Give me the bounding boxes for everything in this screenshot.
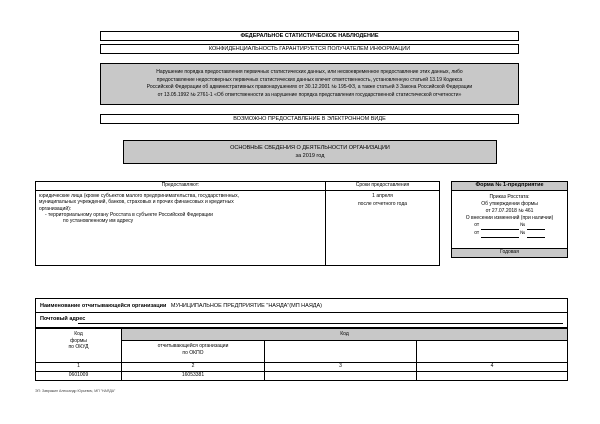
form-info-box <box>451 181 568 258</box>
okud-label-1: Код <box>74 331 83 337</box>
change-row-2 <box>452 230 567 238</box>
electronic-submission-notice: ВОЗМОЖНО ПРЕДОСТАВЛЕНИЕ В ЭЛЕКТРОННОМ ВИДЕ <box>100 114 519 124</box>
submitters-line-2: муниципальных учреждений, банков, страховых и прочих финансовых и кредитных <box>39 199 234 206</box>
column-number: 1 <box>36 363 122 372</box>
okud-code-value: 0601009 <box>36 372 122 381</box>
warning-line-2: предоставление недостоверных первичных статистических данных влечет ответственность, установленную статьей 13.19 Кодекса <box>156 76 463 83</box>
code-header: Код <box>122 329 568 341</box>
postal-address-line <box>78 323 563 324</box>
okpo-header <box>122 341 265 363</box>
warning-line-1: Нарушение порядка предоставления первичных статистических данных, или несвоевременное предоставление этих данных, либо <box>156 69 463 75</box>
confidentiality-notice: КОНФИДЕНЦИАЛЬНОСТЬ ГАРАНТИРУЕТСЯ ПОЛУЧАТЕЛЕМ ИНФОРМАЦИИ <box>100 44 519 54</box>
order-label: Приказ Росстата: <box>489 194 530 200</box>
column-number: 3 <box>265 363 417 372</box>
warning-line-4: от 13.05.1992 № 2761-1 «Об ответственности за нарушение порядка представления государственной статистической отчетности» <box>157 91 462 98</box>
okpo-label-2: по ОКПО <box>182 349 204 356</box>
digital-signature-footer: ЭП: Завражин Александр Юрьевич, МП "НАЯДА" <box>35 389 116 393</box>
organization-name: МУНИЦИПАЛЬНОЕ ПРЕДПРИЯТИЕ "НАЯДА"(МП НАЯДА) <box>170 303 323 309</box>
number-label: № <box>519 230 526 236</box>
submitters-table <box>35 181 440 266</box>
change-date-field <box>481 222 519 230</box>
column-number: 4 <box>417 363 568 372</box>
code-col-4-value <box>417 372 568 381</box>
deadline-header: Сроки предоставления <box>326 182 440 191</box>
codes-table <box>35 328 568 381</box>
from-label: от <box>474 222 480 228</box>
submitters-line-5: по установленному им адресу <box>63 218 134 224</box>
change-date-field <box>481 230 519 238</box>
deadline-cell <box>326 191 440 266</box>
from-label: от <box>474 230 480 236</box>
deadline-date: 1 апреля <box>372 193 393 199</box>
submitters-line-1: юридические лица (кроме субъектов малого предпринимательства, государственных, <box>39 193 239 199</box>
code-col-3-value <box>265 372 417 381</box>
code-col-3-header <box>265 341 417 363</box>
basic-info-title: ОСНОВНЫЕ СВЕДЕНИЯ О ДЕЯТЕЛЬНОСТИ ОРГАНИЗАЦИИ <box>230 145 390 151</box>
organization-label: Наименование отчитывающейся организации <box>40 303 167 309</box>
code-col-4-header <box>417 341 568 363</box>
submitters-line-4: - территориальному органу Росстата в субъекте Российской Федерации <box>45 211 213 218</box>
column-number: 2 <box>122 363 265 372</box>
change-number-field <box>527 222 545 230</box>
okud-label-2: формы <box>70 337 87 344</box>
change-number-field <box>527 230 545 238</box>
basic-info-box <box>123 140 497 164</box>
form-approval <box>452 191 568 249</box>
approval-label: Об утверждении формы <box>481 201 538 207</box>
form-number: Форма № 1-предприятие <box>452 182 568 191</box>
warning-line-3: Российской Федерации об административных правонарушениях от 30.12.2001 № 195-ФЗ, а также статьей 3 Закона Российской Федерации <box>146 84 473 90</box>
submitters-line-3: организаций): <box>39 205 72 212</box>
okpo-code-value: 16053381 <box>122 372 265 381</box>
deadline-period: после отчетного года <box>357 200 408 207</box>
okud-header <box>36 329 122 363</box>
approval-date: от 27.07.2018 № 461 <box>485 208 534 214</box>
number-label: № <box>519 222 526 228</box>
survey-title: ФЕДЕРАЛЬНОЕ СТАТИСТИЧЕСКОЕ НАБЛЮДЕНИЕ <box>100 31 519 41</box>
okud-label-3: по ОКУД <box>68 344 89 350</box>
change-row-1 <box>452 222 567 230</box>
postal-address-label: Почтовый адрес <box>40 316 86 322</box>
form-periodicity: Годовая <box>452 249 568 258</box>
changes-label: О внесении изменений (при наличии) <box>465 215 554 221</box>
submitters-header: Предоставляют: <box>36 182 326 191</box>
submitters-cell <box>36 191 326 266</box>
organization-row <box>35 298 568 313</box>
legal-warning <box>100 63 519 105</box>
okpo-label-1: отчитывающейся организации <box>157 343 229 349</box>
report-year: за 2019 год <box>295 153 325 159</box>
postal-address-row <box>35 313 568 328</box>
